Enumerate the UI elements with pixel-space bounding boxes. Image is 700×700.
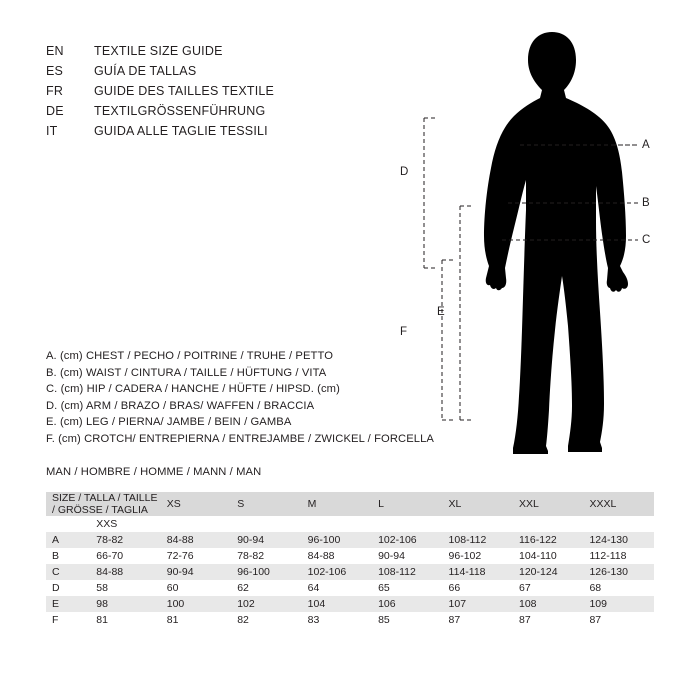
table-col-header: M — [302, 492, 372, 516]
marker-e: E — [437, 306, 445, 318]
cell: 90-94 — [231, 532, 301, 548]
table-empty-cell — [302, 516, 372, 532]
row-label: E — [46, 596, 90, 612]
male-silhouette — [484, 32, 628, 454]
cell: 96-100 — [231, 564, 301, 580]
cell: 72-76 — [161, 548, 231, 564]
cell: 66 — [443, 580, 513, 596]
language-title: GUIDA ALLE TAGLIE TESSILI — [94, 124, 268, 138]
cell: 107 — [443, 596, 513, 612]
cell: 66-70 — [90, 548, 160, 564]
table-col-header: XS — [161, 492, 231, 516]
language-code: IT — [46, 124, 58, 138]
cell: 90-94 — [372, 548, 442, 564]
table-col-header: XXL — [513, 492, 583, 516]
legend-item-d: D. (cm) ARM / BRAZO / BRAS/ WAFFEN / BRACCIA — [46, 399, 315, 412]
cell: 84-88 — [161, 532, 231, 548]
cell: 114-118 — [443, 564, 513, 580]
cell: 68 — [583, 580, 654, 596]
legend-item-b: B. (cm) WAIST / CINTURA / TAILLE / HÜFTUNG / VITA — [46, 366, 327, 379]
table-row — [46, 548, 654, 564]
table-empty-cell — [372, 516, 442, 532]
legend-item-c: C. (cm) HIP / CADERA / HANCHE / HÜFTE / HIPSD. (cm) — [46, 383, 340, 395]
language-title: GUIDE DES TAILLES TEXTILE — [94, 84, 275, 98]
table-col-header: S — [231, 492, 301, 516]
size-table-wrapper — [46, 492, 654, 628]
table-empty-cell — [583, 516, 654, 532]
language-title: TEXTILE SIZE GUIDE — [94, 44, 223, 58]
language-header-block — [46, 44, 376, 144]
cell: 108-112 — [443, 532, 513, 548]
table-col-header: L — [372, 492, 442, 516]
cell: 78-82 — [231, 548, 301, 564]
cell: 83 — [302, 612, 372, 628]
language-row — [46, 124, 376, 144]
table-empty-cell — [161, 516, 231, 532]
cell: 96-100 — [302, 532, 372, 548]
cell: 60 — [161, 580, 231, 596]
cell: 90-94 — [161, 564, 231, 580]
cell: 100 — [161, 596, 231, 612]
language-row — [46, 44, 376, 64]
cell: 58 — [90, 580, 160, 596]
table-empty-cell — [443, 516, 513, 532]
cell: 62 — [231, 580, 301, 596]
cell: 85 — [372, 612, 442, 628]
row-label: C — [46, 564, 90, 580]
language-row — [46, 104, 376, 124]
length-brackets — [424, 118, 474, 420]
language-row — [46, 64, 376, 84]
male-figure-diagram — [380, 20, 680, 470]
cell: 106 — [372, 596, 442, 612]
language-title: GUÍA DE TALLAS — [94, 64, 197, 78]
cell: 64 — [302, 580, 372, 596]
table-empty-cell — [513, 516, 583, 532]
cell: 104-110 — [513, 548, 583, 564]
legend-item-e: E. (cm) LEG / PIERNA/ JAMBE / BEIN / GAMBA — [46, 416, 292, 428]
table-corner-label: SIZE / TALLA / TAILLE / GRÖSSE / TAGLIA — [46, 492, 161, 516]
table-row — [46, 612, 654, 628]
table-col-header: XXS — [90, 516, 160, 532]
table-col-header: XXXL — [583, 492, 654, 516]
cell: 108 — [513, 596, 583, 612]
cell: 96-102 — [443, 548, 513, 564]
cell: 87 — [583, 612, 654, 628]
row-label: D — [46, 580, 90, 596]
language-code: FR — [46, 84, 64, 98]
language-row — [46, 84, 376, 104]
language-code: DE — [46, 104, 64, 118]
row-label: A — [46, 532, 90, 548]
cell: 81 — [90, 612, 160, 628]
row-label: B — [46, 548, 90, 564]
table-row — [46, 580, 654, 596]
cell: 87 — [513, 612, 583, 628]
cell: 102-106 — [372, 532, 442, 548]
row-label: F — [46, 612, 90, 628]
cell: 67 — [513, 580, 583, 596]
cell: 104 — [302, 596, 372, 612]
legend-item-f: F. (cm) CROTCH/ ENTREPIERNA / ENTREJAMBE / ZWICKEL / FORCELLA — [46, 432, 434, 445]
cell: 98 — [90, 596, 160, 612]
cell: 124-130 — [583, 532, 654, 548]
cell: 87 — [443, 612, 513, 628]
table-row — [46, 564, 654, 580]
table-empty-cell — [46, 516, 90, 532]
cell: 120-124 — [513, 564, 583, 580]
table-header-row — [46, 492, 654, 516]
cell: 126-130 — [583, 564, 654, 580]
marker-f: F — [400, 326, 408, 338]
cell: 84-88 — [90, 564, 160, 580]
table-row — [46, 532, 654, 548]
cell: 112-118 — [583, 548, 654, 564]
cell: 65 — [372, 580, 442, 596]
cell: 82 — [231, 612, 301, 628]
marker-c: C — [642, 234, 651, 246]
table-row — [46, 596, 654, 612]
table-col-header: XL — [443, 492, 513, 516]
cell: 84-88 — [302, 548, 372, 564]
cell: 102-106 — [302, 564, 372, 580]
cell: 109 — [583, 596, 654, 612]
table-empty-cell — [231, 516, 301, 532]
cell: 108-112 — [372, 564, 442, 580]
language-code: ES — [46, 64, 64, 78]
size-table — [46, 492, 654, 628]
cell: 78-82 — [90, 532, 160, 548]
gender-label: MAN / HOMBRE / HOMME / MANN / MAN — [46, 466, 262, 478]
marker-d: D — [400, 166, 409, 178]
cell: 102 — [231, 596, 301, 612]
marker-a: A — [642, 139, 650, 151]
legend-item-a: A. (cm) CHEST / PECHO / POITRINE / TRUHE / PETTO — [46, 350, 334, 362]
cell: 116-122 — [513, 532, 583, 548]
marker-b: B — [642, 197, 650, 209]
cell: 81 — [161, 612, 231, 628]
language-code: EN — [46, 44, 64, 58]
table-subheader-row — [46, 516, 654, 532]
language-title: TEXTILGRÖSSENFÜHRUNG — [94, 104, 266, 118]
